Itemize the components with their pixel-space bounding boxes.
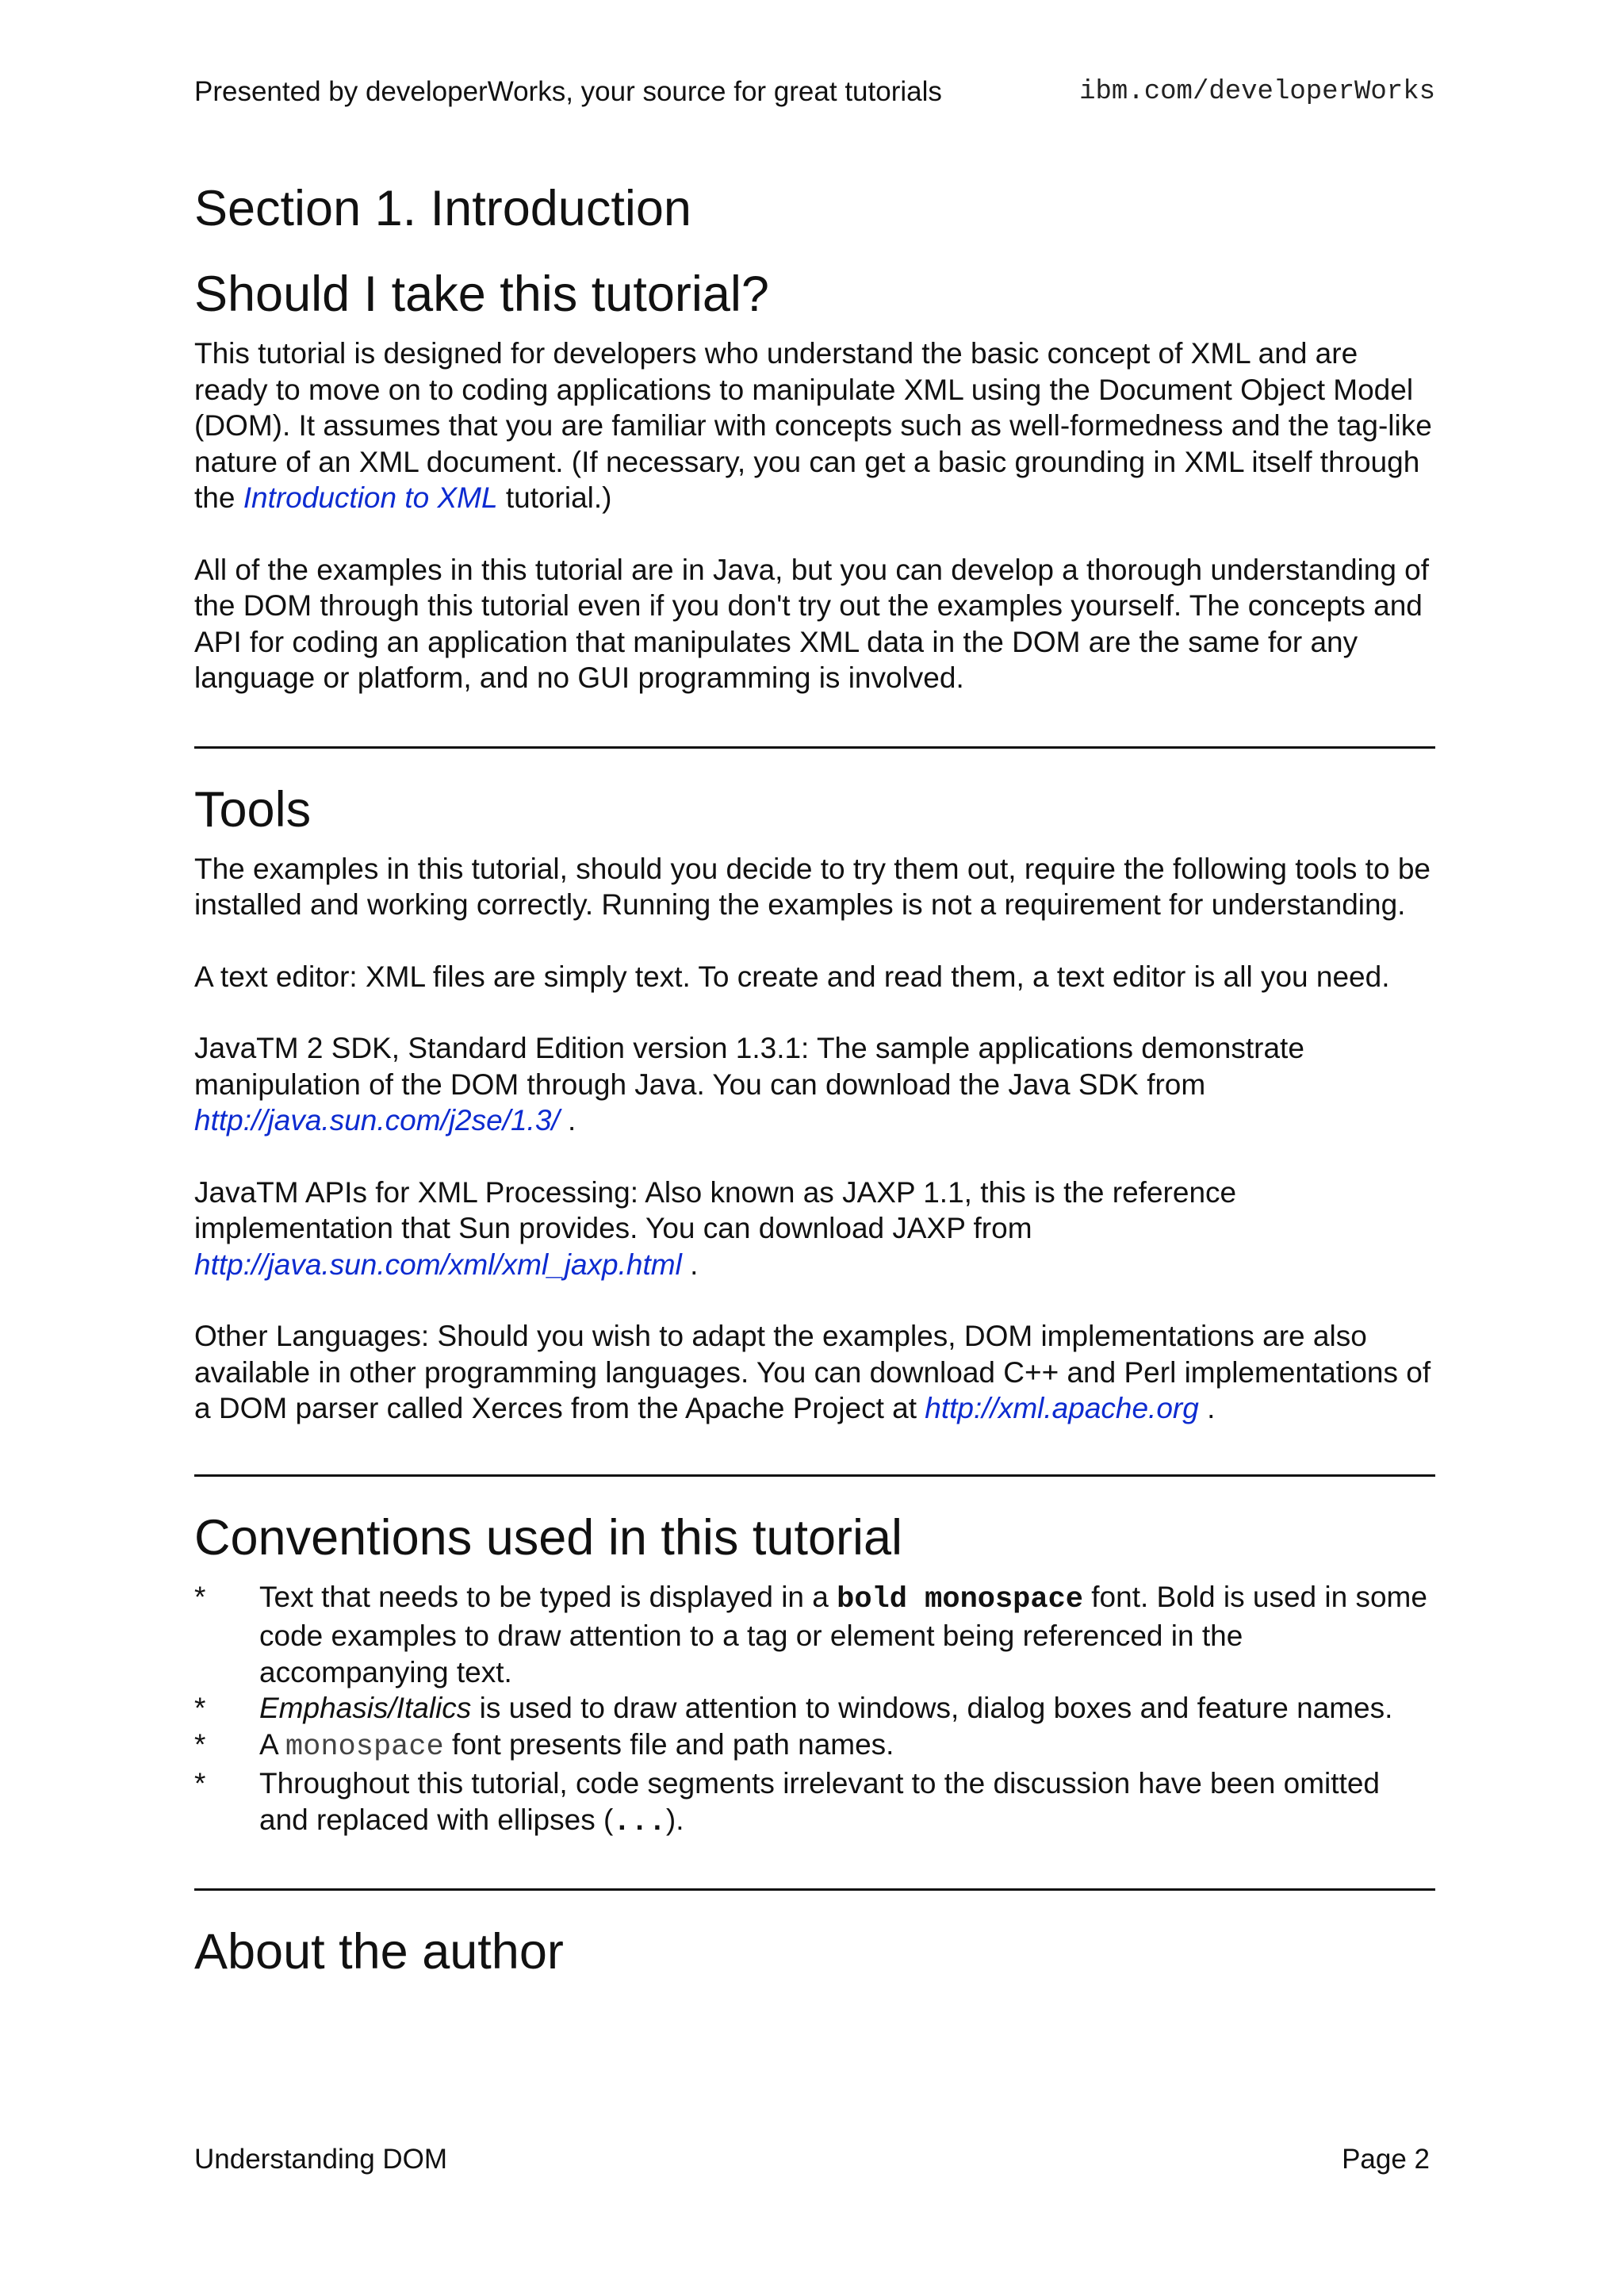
page-footer — [194, 2141, 1430, 2179]
page-header — [194, 73, 1435, 113]
tools-text-editor: A text editor: XML files are simply text. To create and read them, a text editor is all you need. — [194, 960, 1390, 993]
conventions-list — [194, 1579, 1435, 1842]
tools-jaxp: JavaTM APIs for XML Processing: Also known as JAXP 1.1, this is the reference implementation that Sun provides. You can download JAXP from http://java.sun.com/xml/xml_jaxp.html . — [194, 1175, 1237, 1281]
conventions-heading: Conventions used in this tutorial — [194, 1509, 903, 1566]
header-tagline: Presented by developerWorks, your source for great tutorials — [194, 76, 942, 107]
footer-doc-title: Understanding DOM — [194, 2144, 448, 2175]
section-title: Section 1. Introduction — [194, 181, 691, 236]
should-paragraph-1: This tutorial is designed for developers who understand the basic concept of XML and are ready to move on to coding applications to manipulate XML using the Document Object Model (DOM). It assumes that you are familiar with concepts such as well-formedness and the tag-like nature of an XML document. (If necessary, you can get a basic grounding in XML itself through the Introduction to XML tutorial.) — [194, 337, 1432, 514]
should-heading: Should I take this tutorial? — [194, 266, 769, 322]
author-heading: About the author — [194, 1924, 564, 1980]
tools-intro: The examples in this tutorial, should you decide to try them out, require the following tools to be installed and working correctly. Running the examples is not a requirement for understanding. — [194, 852, 1431, 921]
list-item: * Text that needs to be typed is displayed in a bold monospace font. Bold is used in some code examples to draw attention to a tag or element being referenced in the accompanying text. — [194, 1580, 1427, 1688]
page-content — [194, 178, 1435, 1982]
jaxp-link[interactable]: http://java.sun.com/xml/xml_jaxp.html — [194, 1248, 682, 1281]
list-item: * A monospace font presents file and path names. — [194, 1727, 894, 1764]
page-number: Page 2 — [1342, 2144, 1430, 2175]
tools-heading: Tools — [194, 781, 312, 838]
intro-xml-link[interactable]: Introduction to XML — [243, 481, 498, 514]
tools-other-languages: Other Languages: Should you wish to adapt the examples, DOM implementations are also available in other programming languages. You can download C++ and Perl implementations of a DOM parser called Xerces from the Apache Project at http://xml.apache.org . — [194, 1320, 1431, 1424]
tools-java-sdk: JavaTM 2 SDK, Standard Edition version 1.3.1: The sample applications demonstrate manipulation of the DOM through Java. You can download the Java SDK from http://java.sun.com/j2se/1.3/ . — [194, 1032, 1304, 1137]
header-site-url: ibm.com/developerWorks — [1079, 77, 1435, 107]
list-item: * Emphasis/Italics is used to draw attention to windows, dialog boxes and feature names. — [194, 1692, 1393, 1724]
should-paragraph-2: All of the examples in this tutorial are in Java, but you can develop a thorough understanding of the DOM through this tutorial even if you don't try out the examples yourself. The concepts and API for coding an application that manipulates XML data in the DOM are the same for any language or platform, and no GUI programming is involved. — [194, 553, 1430, 694]
java-sdk-link[interactable]: http://java.sun.com/j2se/1.3/ — [194, 1104, 560, 1137]
list-item: * Throughout this tutorial, code segments irrelevant to the discussion have been omitted and replaced with ellipses (...). — [194, 1767, 1380, 1839]
apache-link[interactable]: http://xml.apache.org — [925, 1392, 1199, 1424]
